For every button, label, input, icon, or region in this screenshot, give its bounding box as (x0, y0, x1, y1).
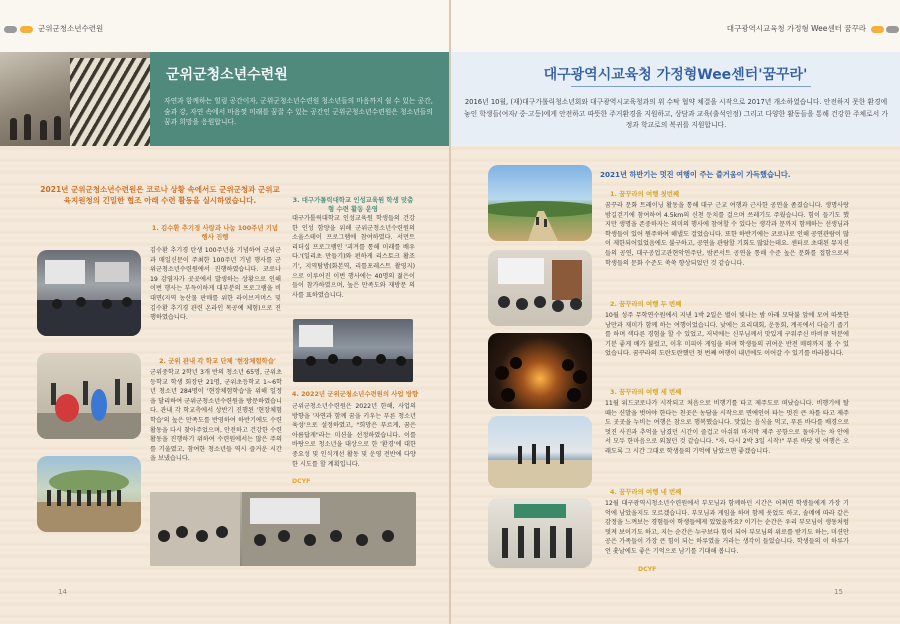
header-photo-visitors (0, 52, 150, 146)
right-s1-text: 꿈꾸라 문화 트레이닝 활동을 통해 대구 근교 여행과 근사한 공연을 좀겼습니다. 생명사랑 밤길걷기에 참여하여 4.5km의 신천 둔치를 걸으며 쓰레기도 주웠습니다. 힘이 들기도 했지만 생명을 존중하자는 의미의 행사에 참여할 수 있다는 생각과 문까지 함께하는 선생님과 학생들이 있어 뭔주하여 해낼도 걸었습니다. 또한 하반기에는 코로나로 인해 공연관람이 많이 제한되어있었음에도 불구하고, 공연을 관람할 기회도 많았는데요. 센터로 초대된 뮤지션들의 공연, 대구공업고관현악연주단, 밤콘서트 공연을 통해 수준 높은 문화를 접함으로써 학생들의 문화 수준도 쑥쑥 향상되었던 것 같습니다. (605, 202, 849, 267)
left-description: 자연과 함께하는 힐링 공간이자, 군위군청소년수련원 청소년들의 마음까지 쉴 수 있는 공간, 숲과 강, 자연 속에서 마음껏 미래를 꿈꿀 수 있는 공간인 군위군청소년수련원은 청소년들의 꿈과 희망을 응원합니다. (164, 97, 433, 126)
right-s2-text: 10월 성주 무학연수원에서 지낸 1박 2일은 별이 빛나는 밤 아래 모닥불 앞에 모여 따뜻한 낭만과 재미가 함께 하는 여행이었습니다. 낮에는 요리대회, 운동회, 계곡에서 다슬기 줍기를 하며 색다른 경험을 할 수 있었고, 저녁에는 신부님께서 맛있게 구워주신 바비큐 덕분에 기분 좋게 배가 불렀고, 이후 미피아 게임을 하며 학생들의 귀여운 반전 매력까지 볼 수 있었습니다. 꿈꾸라의 도란도란했던 첫 번째 여행이 내년에도 이어갈 수 있기를 바라봅니다. (605, 312, 849, 358)
header-left-label: 군위군청소년수련원 (38, 24, 104, 33)
left-s1-title: 1. 김수환 추기경 사랑과 나눔 100주년 기념 행사 진행 (151, 224, 279, 242)
right-s1-title: 1. 꿈꾸라의 여행 첫번째 (610, 190, 680, 198)
right-s4-title: 4. 꿈꾸라의 여행 네 번째 (610, 488, 682, 496)
left-s4-title: 4. 2022년 군위군청소년수련원의 사업 방향 (292, 390, 419, 398)
header-right-label: 대구광역시교육청 가정형 Wee센터 꿈꾸라 (726, 24, 866, 33)
photo-university-program (293, 319, 413, 382)
left-header-panel (150, 52, 449, 146)
left-s3-title: 3. 대구가톨릭대학교 인성교육원 학생 맞춤형 수련 활동 운영 (292, 196, 414, 214)
left-s2-text: 군위중학교 2학년 3개 반의 청소년 65명, 군위초등학교 학생 회장단 21명, 군위초등학교 1~6학년 청소년 284명이 '현장체험학습'을 위해 일정을 달리하여 군위군청소년수련원을 방문하였습니다. 관내 각 학교측에서 상반기 진행된 '현장체험학습'의 높은 만족도를 반영하여 하반기에도 수련활동을 다시 찾아주었으며, 안전하고 건강한 수련활동을 진행하기 위하여 수련원에서는 많은 주의를 기울였고, 참여한 청소년들 역시 즐거운 시간을 보냈습니다. (150, 369, 282, 463)
photo-concert-performance (488, 250, 592, 326)
gray-pill-icon (4, 26, 17, 33)
photo-students-classroom (150, 492, 416, 566)
right-intro: 2021년 하반기는 멋진 여행이 주는 즐거움이 가득했습니다. (600, 170, 791, 179)
right-header-panel (451, 52, 900, 146)
yellow-pill-icon (20, 26, 33, 33)
photo-school-field-trip (37, 353, 141, 439)
left-title: 군위군청소년수련원 (166, 67, 288, 83)
photo-family-event (488, 498, 592, 568)
top-bar-left (0, 0, 449, 52)
right-s3-title: 3. 꿈꾸라의 여행 세 번째 (610, 388, 682, 396)
yellow-pill-icon (871, 26, 884, 33)
right-signature: DCYF (638, 566, 657, 573)
title-underline (571, 86, 811, 87)
photo-campfire-night (488, 333, 592, 409)
right-s3-text: 11월 위드코로나가 시작되고 처음으로 비행기를 타고 제주도로 떠났습니다. 비행기에 탈 때는 신발을 벗어야 한다는 친곳은 농담을 시작으로 면에인이 타는 멋진 큰 차를 타고 제주도 곳곳을 누비는 여행은 참으로 행복했습니다. 맛있는 음식을 먹고, 푸른 바다를 배경으로 멋진 사진과 추억을 남겼던 시간이 즐겁고 아쉬워 마지막 제주 공항으로 돌아가는 차 안에서 모두 한마음으로 외쳤던 것 같습니다. "자, 다시 2박 3일 시작!" 푸른 바닷 빛 여행은 오래도록 그 시간 그대로 학생들의 기억에 남았으면 좋겠습니다. (605, 400, 849, 455)
photo-night-walk-trail (488, 165, 592, 241)
top-bar-right (451, 0, 900, 52)
photo-jeju-beach (488, 416, 592, 488)
page-number-left: 14 (58, 588, 67, 596)
left-s2-title: 2. 군위 관내 각 학교 단체 '현장체험학습' (159, 357, 276, 365)
left-intro: 2021년 군위군청소년수련원은 코로나 상황 속에서도 군위군청과 군위교육지원청의 긴밀한 협조 아래 수련 활동을 실시하였습니다. (40, 185, 280, 205)
left-s1-text: 김수환 추기경 탄생 100주년을 기념하여 군위군과 매일신문이 주최한 100주년 기념 행사를 군위군청소년수련원에서 진행하였습니다. 코로나19 감염자가 곳곳에서 발생하는 상황으로 인해 이번 행사는 부득이하게 대부분의 프로그램을 비대면(지역 농산물 판매를 위한 라이브커머스 및 김수환 추기경 관련 온라인 목공예 체험)으로 진행하였습니다. (150, 247, 281, 322)
gray-pill-icon (886, 26, 899, 33)
left-signature: DCYF (292, 478, 311, 485)
right-title: 대구광역시교육청 가정형Wee센터'꿈꾸라' (543, 67, 808, 83)
photo-outdoor-lineup (37, 456, 141, 532)
right-s4-text: 12월 대구광역시청소년수련원에서 부모님과 함께하던 시간은 어쩌면 학생들에게 가장 기억에 남았을지도 모르겠습니다. 부모님과 게임을 하며 함께 웃었도 하고, 솔메에 따라 같은 감정을 느껴보는 경험들이 학생들에게 있었을까요? 이기는 순간은 우리 부모님이 생동처럼 멋져 보이기도 하고, 지는 순간은 누구보다 힘이 되어 부모님의 위로를 받기도 하는, 미션안공은 가족들이 가장 큰 힘이 되는 하루였을 거라는 생각이 들었습니다. 학생들의 이 하루가 언 훗날에도 좋은 기억으로 남기를 기대해 봅니다. (605, 500, 849, 555)
right-s2-title: 2. 꿈꾸라의 여행 두 번째 (610, 300, 682, 308)
left-s3-text: 대구가톨릭대학교 인성교육원 학생들의 건강한 인성 함양을 위해 군위군청소년수련원의 소울스테이 프로그램에 참여하였다. 서먼트 리더십 프로그램인 '괴겨를 통해 미래를 배우다.'(일리초 만들기)와 펀하게 리스토크 활조기', 지역탐방(화본역, 리틀포레스트 촬영지)으로 이루어진 이번 행사에는 40명의 젊은이들이 참가하였으며, 높은 만족도와 재방문 의사를 표하였습니다. (292, 215, 415, 299)
page-number-right: 15 (834, 588, 843, 596)
right-description: 2016년 10월, (재)대구가톨릭청소년회와 대구광역시교육청과의 위 수탁 협약 체결을 시작으로 2017년 개소하였습니다. 안전하지 못한 환경에 놓인 학생들(여자/ 중·고등)에게 안전하고 따뜻한 주거환경을 지원하고, 상담과 교육(출석인정) 그리고 다양한 활동들을 통해 건강한 주체로서 가정과 학교로의 복귀를 지원합니다. (464, 98, 888, 129)
left-s4-text: 군위군청소년수련원은 2022년 한해, 사업의 방향을 '자연과 함께 꿈을 키우는 푸른 청소년 육성'으로 설정하였고, "희망은 푸르게, 꿈은 아름답게"라는 미션을 선정하였습니다. 이를 바탕으로 청소년을 대상으로 한 '환경'에 대한 중요성 및 인식개선 활동 및 운영 전반에 다양한 시도를 할 계획입니다. (292, 403, 416, 468)
photo-anniversary-event (37, 250, 141, 336)
